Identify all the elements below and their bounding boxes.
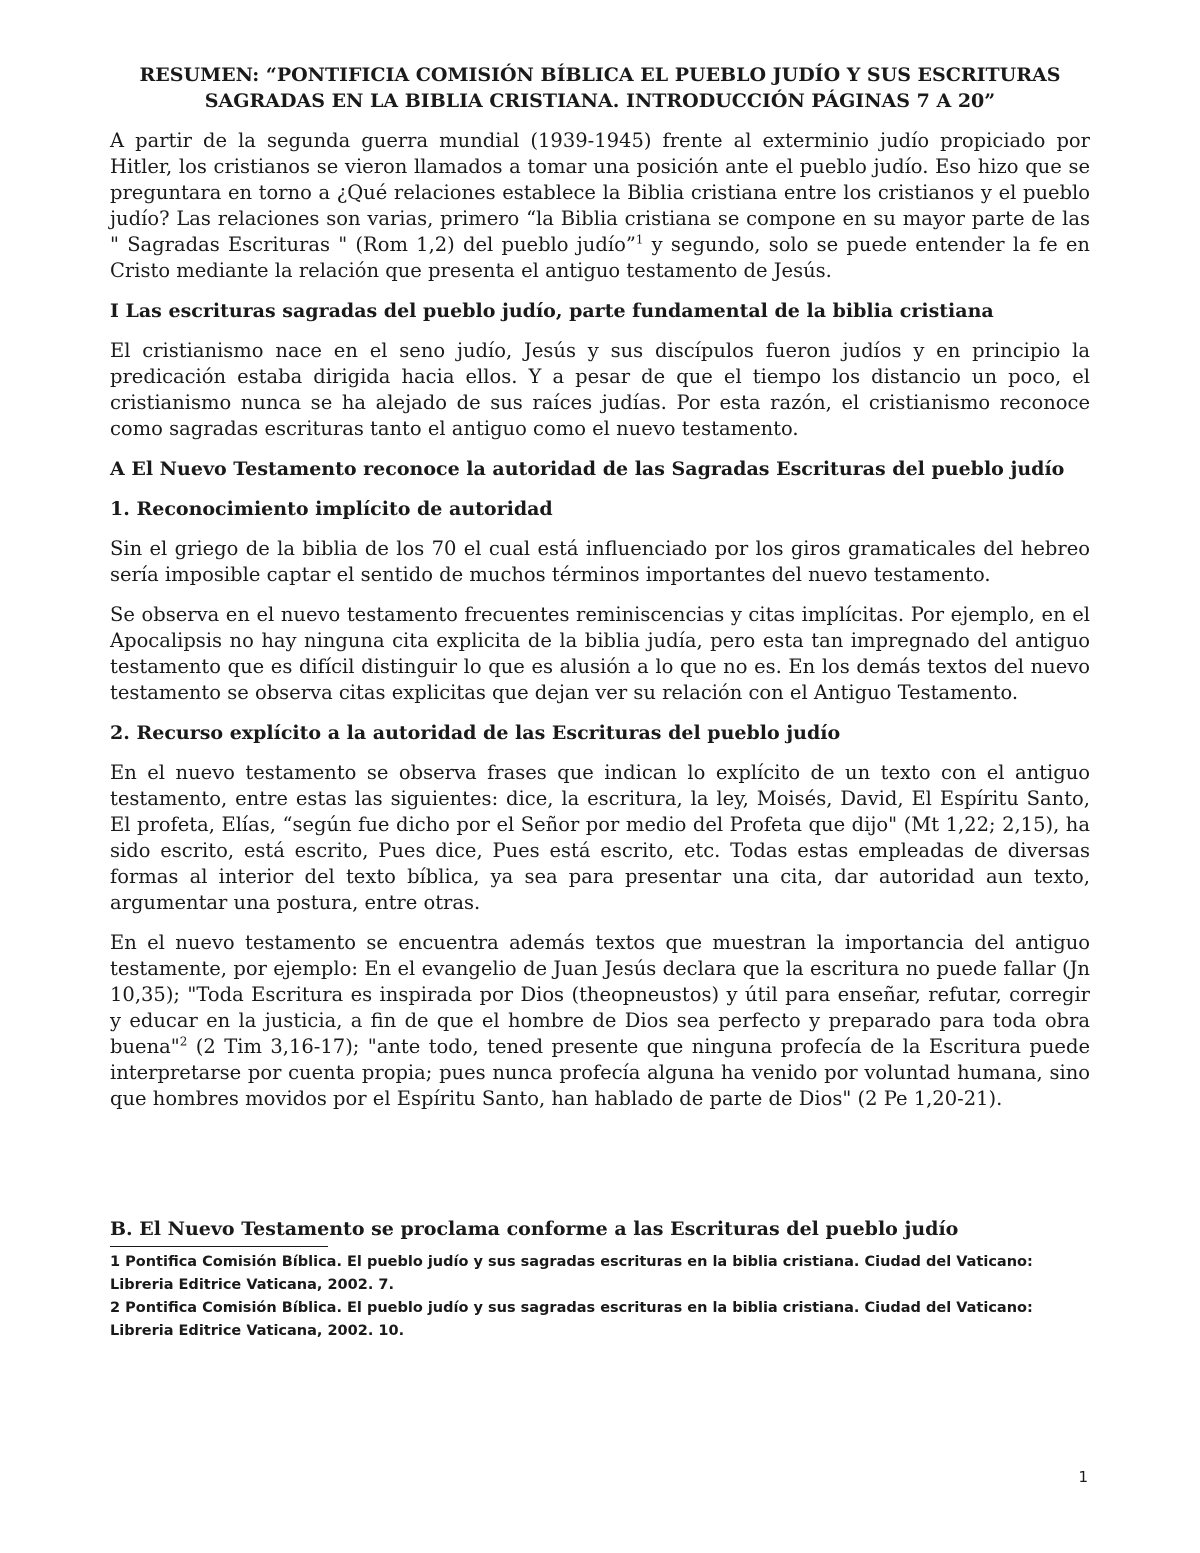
intro-text-a: A partir de la segunda guerra mundial (1939-1945) frente al exterminio judío propiciado por Hitler, los cristianos se vieron llamados a tomar una posición ante el pueblo judío. Eso hizo que se preguntara en torno a ¿Qué relaciones establece la Biblia cristiana entre los cristianos y el pueblo judío? Las relaciones son varias, primero “la Biblia cristiana se compone en su mayor parte de las " Sagradas Escrituras " (Rom 1,2) del pueblo judío”	[110, 129, 1090, 256]
title-line-1: RESUMEN: “PONTIFICIA COMISIÓN BÍBLICA EL PUEBLO JUDÍO Y SUS ESCRITURAS	[139, 64, 1061, 86]
paragraph-2: Sin el griego de la biblia de los 70 el cual está influenciado por los giros gramaticales del hebreo sería imposible captar el sentido de muchos términos importantes del nuevo testamento.	[110, 537, 1090, 586]
section-heading-a: A El Nuevo Testamento reconoce la autoridad de las Sagradas Escrituras del pueblo judío	[110, 458, 1065, 480]
page-spacer	[110, 1126, 1090, 1210]
paragraph-1: El cristianismo nace en el seno judío, Jesús y sus discípulos fueron judíos y en principio la predicación estaba dirigida hacia ellos. Y a pesar de que el tiempo los distancio un poco, el cristianismo nunca se ha alejado de sus raíces judías. Por esta razón, el cristianismo reconoce como sagradas escrituras tanto el antiguo como el nuevo testamento.	[110, 339, 1090, 440]
footnote-2: 2 Pontifica Comisión Bíblica. El pueblo judío y sus sagradas escrituras en la biblia cristiana. Ciudad del Vaticano: Libreria Editrice Vaticana, 2002. 10.	[110, 1300, 1033, 1339]
footnote-separator	[110, 1246, 328, 1247]
paragraph-4: En el nuevo testamento se observa frases que indican lo explícito de un texto con el antiguo testamento, entre estas las siguientes: dice, la escritura, la ley, Moisés, David, El Espíritu Santo, El profeta, Elías, “según fue dicho por el Señor por medio del Profeta que dijo" (Mt 1,22; 2,15), ha sido escrito, está escrito, Pues dice, Pues está escrito, etc. Todas estas empleadas de diversas formas al interior del texto bíblica, ya sea para presentar una cita, dar autoridad aun texto, argumentar una postura, entre otras.	[110, 761, 1090, 914]
section-heading-1: I Las escrituras sagradas del pueblo judío, parte fundamental de la biblia cristiana	[110, 300, 994, 322]
document-title	[110, 62, 1090, 114]
paragraph-5	[110, 930, 1090, 1112]
subsection-heading-2: 2. Recurso explícito a la autoridad de las Escrituras del pueblo judío	[110, 722, 841, 744]
section-heading-b: B. El Nuevo Testamento se proclama conforme a las Escrituras del pueblo judío	[110, 1218, 959, 1240]
page-number: 1	[1078, 1468, 1088, 1486]
paragraph-5-text-b: (2 Tim 3,16-17); "ante todo, tened presente que ninguna profecía de la Escritura puede interpretarse por cuenta propia; pues nunca profecía alguna ha venido por voluntad humana, sino que hombres movidos por el Espíritu Santo, han hablado de parte de Dios" (2 Pe 1,20-21).	[110, 1035, 1090, 1110]
paragraph-3: Se observa en el nuevo testamento frecuentes reminiscencias y citas implícitas. Por ejemplo, en el Apocalipsis no hay ninguna cita explicita de la biblia judía, pero esta tan impregnado del antiguo testamento que es difícil distinguir lo que es alusión a lo que no es. En los demás textos del nuevo testamento se observa citas explicitas que dejan ver su relación con el Antiguo Testamento.	[110, 603, 1090, 704]
title-line-2: SAGRADAS EN LA BIBLIA CRISTIANA. INTRODUCCIÓN PÁGINAS 7 A 20”	[204, 90, 996, 112]
intro-text-b: y segundo, solo se puede entender la fe en Cristo mediante la relación que presenta el antiguo testamento de Jesús.	[110, 233, 1090, 282]
footnote-ref-1[interactable]: 1	[635, 232, 644, 247]
footnote-1: 1 Pontifica Comisión Bíblica. El pueblo judío y sus sagradas escrituras en la biblia cristiana. Ciudad del Vaticano: Libreria Editrice Vaticana, 2002. 7.	[110, 1254, 1033, 1293]
paragraph-5-text-a: En el nuevo testamento se encuentra además textos que muestran la importancia del antiguo testamente, por ejemplo: En el evangelio de Juan Jesús declara que la escritura no puede fallar (Jn 10,35); "Toda Escritura es inspirada por Dios (theopneustos) y útil para enseñar, refutar, corregir y educar en la justicia, a fin de que el hombre de Dios sea perfecto y preparado para toda obra buena"	[110, 931, 1090, 1058]
footnote-ref-2[interactable]: 2	[179, 1034, 188, 1049]
intro-paragraph	[110, 128, 1090, 284]
subsection-heading-1: 1. Reconocimiento implícito de autoridad	[110, 498, 553, 520]
